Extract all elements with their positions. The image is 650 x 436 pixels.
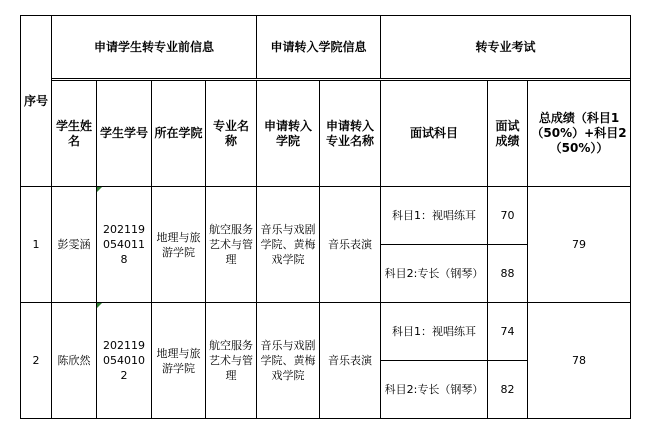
header-target-major: 申请转入专业名称 bbox=[320, 81, 381, 187]
row1-score1: 70 bbox=[488, 187, 528, 245]
row1-college: 地理与旅游学院 bbox=[152, 187, 206, 303]
row2-student-id-text: 2021190540102 bbox=[103, 339, 145, 382]
header-group-before: 申请学生转专业前信息 bbox=[52, 16, 257, 79]
header-student-name: 学生姓名 bbox=[52, 81, 97, 187]
row1-score2: 88 bbox=[488, 245, 528, 303]
row1-student-id-text: 2021190540118 bbox=[103, 223, 145, 266]
row1-seq: 1 bbox=[21, 187, 52, 303]
row1-subject2: 科目2:专长（钢琴） bbox=[381, 245, 488, 303]
header-target-college: 申请转入学院 bbox=[257, 81, 320, 187]
row2-major: 航空服务艺术与管理 bbox=[206, 303, 257, 419]
header-student-id: 学生学号 bbox=[97, 81, 152, 187]
row2-seq: 2 bbox=[21, 303, 52, 419]
row1-subject1: 科目1：视唱练耳 bbox=[381, 187, 488, 245]
header-interview-score: 面试成绩 bbox=[488, 81, 528, 187]
row2-subject1: 科目1：视唱练耳 bbox=[381, 303, 488, 361]
row2-score2: 82 bbox=[488, 361, 528, 419]
row2-target-college: 音乐与戏剧学院、黄梅戏学院 bbox=[257, 303, 320, 419]
row2-subject2: 科目2:专长（钢琴） bbox=[381, 361, 488, 419]
row2-score1: 74 bbox=[488, 303, 528, 361]
comment-marker bbox=[97, 303, 102, 308]
row2-target-major: 音乐表演 bbox=[320, 303, 381, 419]
row1-name: 彭雯涵 bbox=[52, 187, 97, 303]
header-seq: 序号 bbox=[21, 16, 52, 187]
row2-name: 陈欣然 bbox=[52, 303, 97, 419]
row2-student-id bbox=[97, 303, 152, 419]
header-group-target: 申请转入学院信息 bbox=[257, 16, 381, 79]
row2-total: 78 bbox=[528, 303, 631, 419]
row1-total: 79 bbox=[528, 187, 631, 303]
row1-target-college: 音乐与戏剧学院、黄梅戏学院 bbox=[257, 187, 320, 303]
comment-marker bbox=[97, 187, 102, 192]
header-group-exam: 转专业考试 bbox=[381, 16, 631, 79]
header-major: 专业名称 bbox=[206, 81, 257, 187]
header-college: 所在学院 bbox=[152, 81, 206, 187]
row1-major: 航空服务艺术与管理 bbox=[206, 187, 257, 303]
row2-college: 地理与旅游学院 bbox=[152, 303, 206, 419]
row1-student-id bbox=[97, 187, 152, 303]
header-total-score: 总成绩（科目1（50%）+科目2（50%）） bbox=[528, 81, 631, 187]
row1-target-major: 音乐表演 bbox=[320, 187, 381, 303]
header-interview-subject: 面试科目 bbox=[381, 81, 488, 187]
transfer-major-table bbox=[20, 15, 631, 419]
